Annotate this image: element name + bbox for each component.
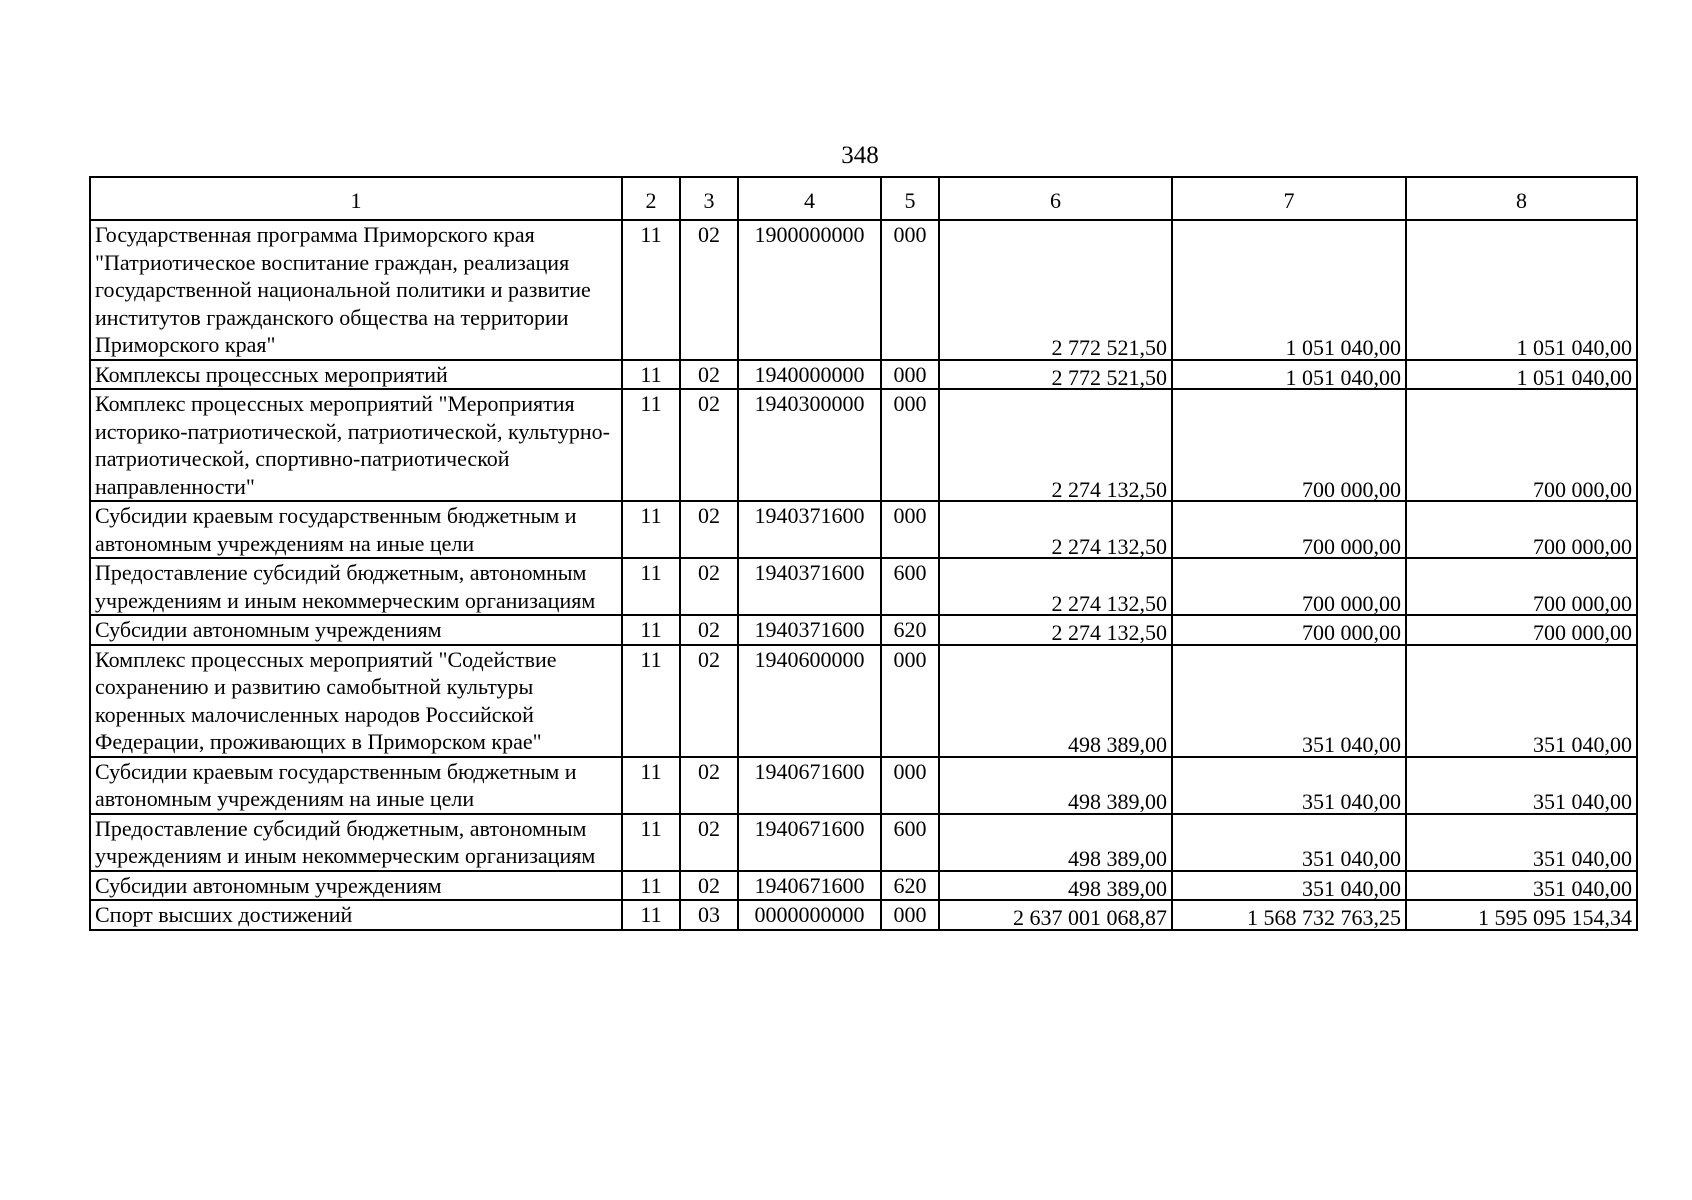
row-col4: 1940300000	[738, 389, 881, 501]
row-col4: 1940671600	[738, 871, 881, 901]
row-col5: 000	[881, 900, 939, 930]
row-amount-8	[1406, 817, 1637, 874]
row-col5: 000	[881, 501, 939, 558]
row-col5: 620	[881, 871, 939, 901]
row-name: Комплекс процессных мероприятий "Мероприятия историко-патриотической, патриотической, культурно-патриотической, спортивно-патриотической направленности"	[90, 389, 622, 501]
row-name: Предоставление субсидий бюджетным, автономным учреждениям и иным некоммерческим организациям	[90, 558, 622, 615]
row-name: Спорт высших достижений	[90, 900, 622, 930]
row-col3: 02	[680, 220, 738, 360]
column-header-8: 8	[1406, 177, 1637, 220]
row-col2: 11	[622, 220, 680, 360]
row-amount-8	[1406, 392, 1637, 504]
row-col4: 1940600000	[738, 645, 881, 757]
row-col5: 000	[881, 220, 939, 360]
table-row	[90, 645, 1637, 757]
amount-value: 1 051 040,00	[1285, 335, 1401, 360]
row-amount-7	[1172, 223, 1406, 363]
amount-value: 2 772 521,50	[1051, 335, 1167, 360]
row-col5: 620	[881, 615, 939, 645]
budget-table	[89, 176, 1638, 931]
row-amount-7	[1172, 874, 1406, 904]
row-col3: 02	[680, 814, 738, 871]
row-amount-8	[1406, 903, 1637, 933]
page-number: 348	[841, 142, 879, 169]
row-amount-8	[1406, 874, 1637, 904]
row-col3: 02	[680, 871, 738, 901]
table-row	[90, 615, 1637, 645]
header-row	[90, 177, 1637, 220]
row-amount-8	[1406, 363, 1637, 393]
amount-value: 1 595 095 154,34	[1478, 905, 1632, 930]
row-col2: 11	[622, 360, 680, 390]
row-amount-8	[1406, 648, 1637, 760]
amount-value: 700 000,00	[1302, 533, 1401, 559]
row-amount-7	[1172, 903, 1406, 933]
amount-value: 351 040,00	[1302, 875, 1401, 901]
amount-value: 351 040,00	[1302, 846, 1401, 871]
amount-value: 351 040,00	[1302, 732, 1401, 757]
row-name: Комплекс процессных мероприятий "Содействие сохранению и развитию самобытной культуры коренных малочисленных народов Российской Федерации, проживающих в Приморском крае"	[90, 645, 622, 757]
row-amount-6	[939, 363, 1172, 393]
amount-value: 498 389,00	[1068, 789, 1167, 814]
amount-value: 2 772 521,50	[1051, 364, 1167, 390]
row-amount-8	[1406, 504, 1637, 561]
row-col4: 1940671600	[738, 814, 881, 871]
amount-value: 2 274 132,50	[1051, 476, 1167, 502]
row-col3: 03	[680, 900, 738, 930]
row-col3: 02	[680, 360, 738, 390]
row-amount-7	[1172, 363, 1406, 393]
amount-value: 498 389,00	[1068, 846, 1167, 871]
row-col5: 000	[881, 360, 939, 390]
row-col3: 02	[680, 615, 738, 645]
row-amount-6	[939, 504, 1172, 561]
table-row	[90, 389, 1637, 501]
amount-value: 351 040,00	[1533, 846, 1632, 871]
amount-value: 351 040,00	[1302, 789, 1401, 814]
amount-value: 700 000,00	[1533, 476, 1632, 502]
amount-value: 351 040,00	[1533, 732, 1632, 757]
table-row	[90, 757, 1637, 814]
amount-value: 2 637 001 068,87	[1013, 905, 1167, 930]
amount-value: 498 389,00	[1068, 732, 1167, 757]
amount-value: 700 000,00	[1533, 533, 1632, 559]
row-amount-8	[1406, 760, 1637, 817]
row-amount-6	[939, 903, 1172, 933]
row-amount-7	[1172, 618, 1406, 648]
amount-value: 1 051 040,00	[1516, 335, 1632, 360]
row-amount-7	[1172, 392, 1406, 504]
row-amount-6	[939, 760, 1172, 817]
row-col3: 02	[680, 757, 738, 814]
row-amount-8	[1406, 223, 1637, 363]
row-amount-6	[939, 223, 1172, 363]
table-row	[90, 220, 1637, 360]
row-name: Субсидии краевым государственным бюджетным и автономным учреждениям на иные цели	[90, 501, 622, 558]
column-header-1: 1	[90, 177, 622, 220]
row-col2: 11	[622, 814, 680, 871]
row-col5: 600	[881, 558, 939, 615]
row-col2: 11	[622, 389, 680, 501]
row-name: Субсидии краевым государственным бюджетным и автономным учреждениям на иные цели	[90, 757, 622, 814]
row-col3: 02	[680, 558, 738, 615]
amount-value: 1 051 040,00	[1285, 364, 1401, 390]
row-col4: 1940371600	[738, 615, 881, 645]
row-col5: 000	[881, 645, 939, 757]
row-amount-6	[939, 817, 1172, 874]
row-name: Предоставление субсидий бюджетным, автономным учреждениям и иным некоммерческим организациям	[90, 814, 622, 871]
row-amount-7	[1172, 561, 1406, 618]
row-col2: 11	[622, 645, 680, 757]
row-name: Субсидии автономным учреждениям	[90, 871, 622, 901]
amount-value: 1 568 732 763,25	[1247, 905, 1401, 930]
row-col5: 000	[881, 757, 939, 814]
row-col2: 11	[622, 501, 680, 558]
column-header-2: 2	[622, 177, 680, 220]
row-col2: 11	[622, 871, 680, 901]
row-col5: 000	[881, 389, 939, 501]
amount-value: 2 274 132,50	[1051, 620, 1167, 645]
row-col3: 02	[680, 645, 738, 757]
column-header-5: 5	[881, 177, 939, 220]
column-header-6: 6	[939, 177, 1172, 220]
row-amount-7	[1172, 760, 1406, 817]
row-col2: 11	[622, 558, 680, 615]
row-col3: 02	[680, 501, 738, 558]
amount-value: 700 000,00	[1302, 590, 1401, 616]
amount-value: 700 000,00	[1533, 590, 1632, 616]
row-col4: 1940371600	[738, 501, 881, 558]
table-row	[90, 360, 1637, 390]
table-row	[90, 871, 1637, 901]
row-amount-6	[939, 561, 1172, 618]
row-col3: 02	[680, 389, 738, 501]
row-amount-8	[1406, 561, 1637, 618]
amount-value: 700 000,00	[1302, 476, 1401, 502]
row-amount-6	[939, 392, 1172, 504]
row-col2: 11	[622, 615, 680, 645]
table-row	[90, 814, 1637, 871]
amount-value: 1 051 040,00	[1516, 364, 1632, 390]
row-amount-6	[939, 874, 1172, 904]
row-amount-7	[1172, 817, 1406, 874]
row-name: Субсидии автономным учреждениям	[90, 615, 622, 645]
row-name: Государственная программа Приморского края "Патриотическое воспитание граждан, реализация государственной национальной политики и развитие институтов гражданского общества на территории Приморского края"	[90, 220, 622, 360]
table-row	[90, 501, 1637, 558]
table-row	[90, 900, 1637, 930]
row-col5: 600	[881, 814, 939, 871]
row-amount-6	[939, 648, 1172, 760]
row-col4: 1900000000	[738, 220, 881, 360]
row-col4: 1940000000	[738, 360, 881, 390]
row-col2: 11	[622, 757, 680, 814]
amount-value: 498 389,00	[1068, 875, 1167, 901]
row-amount-7	[1172, 504, 1406, 561]
row-amount-8	[1406, 618, 1637, 648]
amount-value: 700 000,00	[1533, 620, 1632, 645]
amount-value: 351 040,00	[1533, 789, 1632, 814]
amount-value: 2 274 132,50	[1051, 590, 1167, 616]
column-header-4: 4	[738, 177, 881, 220]
row-amount-7	[1172, 648, 1406, 760]
row-amount-6	[939, 618, 1172, 648]
amount-value: 351 040,00	[1533, 875, 1632, 901]
row-col4: 0000000000	[738, 900, 881, 930]
row-name: Комплексы процессных мероприятий	[90, 360, 622, 390]
row-col4: 1940371600	[738, 558, 881, 615]
column-header-7: 7	[1172, 177, 1406, 220]
column-header-3: 3	[680, 177, 738, 220]
amount-value: 2 274 132,50	[1051, 533, 1167, 559]
amount-value: 700 000,00	[1302, 620, 1401, 645]
row-col4: 1940671600	[738, 757, 881, 814]
table-row	[90, 558, 1637, 615]
row-col2: 11	[622, 900, 680, 930]
